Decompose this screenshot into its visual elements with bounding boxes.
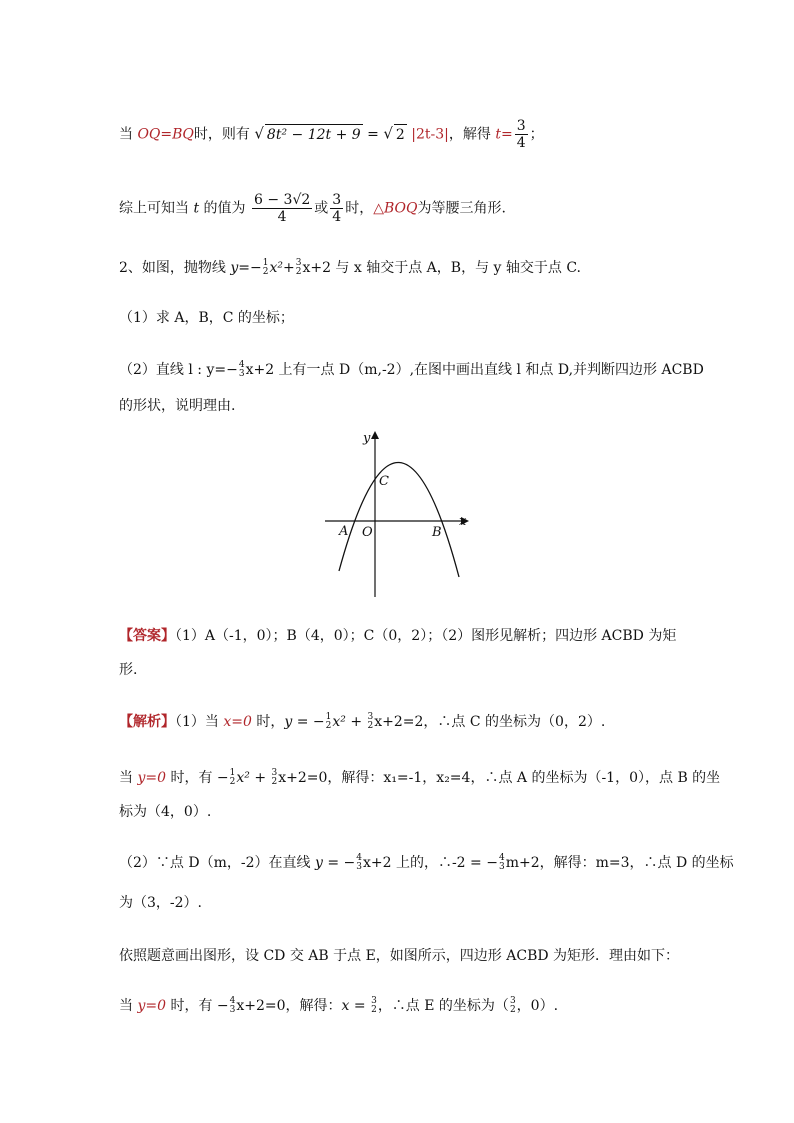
fraction: $\frac{3}{4}$ (332, 192, 342, 225)
analysis-line-2: 当 y=0 时，有 − 1 2 x² + 3 2 x+2=0，解得：x₁=-1，x₂=4，∴点 A 的坐标为（-1，0），点 B 的坐 (119, 768, 721, 787)
condition: OQ=BQ (137, 126, 194, 143)
text: 时，则有 (193, 126, 250, 143)
fraction: $\frac{6 - 3√2}{4}$ (254, 192, 311, 225)
text: 或 (314, 200, 329, 217)
radicand: 2 (394, 124, 407, 145)
fraction: $\frac{3}{4}$ (516, 118, 526, 151)
text: 的值为 (199, 200, 250, 217)
conclusion-line-2 (119, 192, 684, 225)
analysis-tag: 【解析】 (119, 714, 175, 730)
small-fraction: 3 2 (295, 258, 302, 277)
conclusion-line-1 (119, 118, 684, 151)
answer-tag: 【答案】 (119, 628, 175, 644)
var-t: t (193, 200, 200, 217)
question-2-part-1: （1）求 A，B，C 的坐标； (119, 310, 294, 326)
small-fraction: 4 3 (238, 360, 245, 379)
analysis-line-5: 当 y=0 时，有 − 4 3 x+2=0，解得：x = 3 2 ，∴点 E 的坐标为（ 3 2 ，0）. (119, 996, 559, 1015)
equals: = (362, 126, 384, 143)
y-axis-arrow (371, 431, 379, 439)
x-axis-label: x (459, 514, 467, 529)
origin-label: O (362, 525, 373, 540)
answer-line: 【答案】（1）A（-1，0）；B（4，0）；C（0，2）；（2）图形见解析；四边形 ACBD 为矩 (119, 628, 677, 644)
point-c-label: C (379, 474, 389, 489)
small-fraction: 1 2 (262, 258, 269, 277)
question-2-part-2-cont: 的形状，说明理由. (119, 398, 236, 414)
text: 当 (119, 126, 138, 143)
parabola-figure (315, 425, 475, 605)
point-b-label: B (432, 525, 442, 540)
analysis-line-4: 依照题意画出图形，设 CD 交 AB 于点 E，如图所示，四边形 ACBD 为矩形．理由如下： (119, 948, 680, 964)
y-axis-label: y (363, 431, 371, 446)
sqrt-sign: √ (383, 124, 393, 143)
t-label: t= (495, 126, 513, 143)
text: 为等腰三角形. (417, 200, 506, 217)
analysis-line-1: 【解析】（1）当 x=0 时，y = − 1 2 x² + 3 2 x+2=2，∴点 C 的坐标为（0，2）. (119, 712, 606, 731)
analysis-line-2-cont: 标为（4，0）. (119, 804, 212, 820)
parabola-curve (339, 462, 459, 577)
point-a-label: A (339, 524, 349, 539)
question-2: 2、如图，抛物线 y=− 1 2 x²+ 3 2 x+2 与 x 轴交于点 A，B，与 y 轴交于点 C. (119, 258, 582, 277)
abs-expr: |2t-3| (406, 126, 449, 143)
radicand: 8t² − 12t + 9 (265, 124, 363, 145)
text: ，解得 (448, 126, 496, 143)
text: ； (529, 126, 544, 143)
question-2-part-2: （2）直线 l : y=− 4 3 x+2 上有一点 D（m,-2）,在图中画出直线 l 和点 D,并判断四边形 ACBD (119, 360, 704, 379)
analysis-line-3-cont: 为（3，-2）. (119, 895, 202, 911)
triangle-name: △BOQ (373, 200, 418, 217)
answer-line-cont: 形. (119, 662, 138, 678)
analysis-line-3: （2）∵点 D（m，-2）在直线 y = − 4 3 x+2 上的，∴-2 = − 4 3 m+2，解得：m=3，∴点 D 的坐标 (119, 853, 734, 872)
text: 时， (345, 200, 374, 217)
sqrt-sign: √ (254, 124, 264, 143)
text: 综上可知当 (119, 200, 194, 217)
